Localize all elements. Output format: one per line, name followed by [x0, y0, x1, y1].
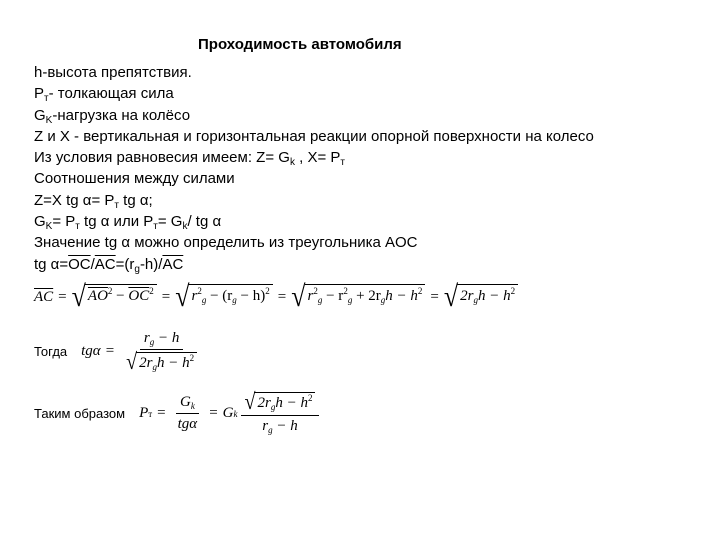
- formula-ac: $\overline{AC}$ = √ $AO^2 - \overline{OC}^2$ = √ $r^2_g - (r_g - h)^2$ = √ $r^2_g - r^2_g + 2r_gh - h^2$ = √ $2r_gh - h^2$: [34, 284, 518, 310]
- text-line: Z=X tg $\alpha= P_т$ tg α;: [34, 191, 153, 211]
- text-line: Из условия равновесия имеем: $Z= G_k$ , $X= P_т$: [34, 149, 345, 169]
- text-line: Соотношения между силами: [34, 170, 235, 188]
- text-line: Значение tg α можно определить из треугольника AOC: [34, 234, 418, 252]
- text-line: $G_K$-нагрузка на колёсо: [34, 106, 191, 126]
- text-line: h-высота препятствия.: [34, 64, 192, 81]
- text-line: Z и X - вертикальная и горизонтальная реакции опорной поверхности на колесо: [34, 127, 594, 145]
- text-line: tg $\alpha=\overline{OC}/\overline{AC}=(r_g-h)/\overline{AC}$: [34, 255, 184, 275]
- formula-tg: Тогда tgα = $r_g - h$ √ $2r_gh - h^2$: [34, 330, 204, 373]
- slide-body: [34, 62, 594, 275]
- slide-title: Проходимость автомобиля: [198, 36, 402, 53]
- text-line: $G_K= P_т$ tg α или $P_т= G_k/$ tg α: [34, 213, 222, 233]
- text-line: $P_т-$ толкающая сила: [34, 85, 174, 105]
- formula-pt: Таким образом P т = $\frac{G_k}{\text{tgα}}$ = G k √ $2r_gh - h^2$ $r_g - h$: [34, 392, 322, 435]
